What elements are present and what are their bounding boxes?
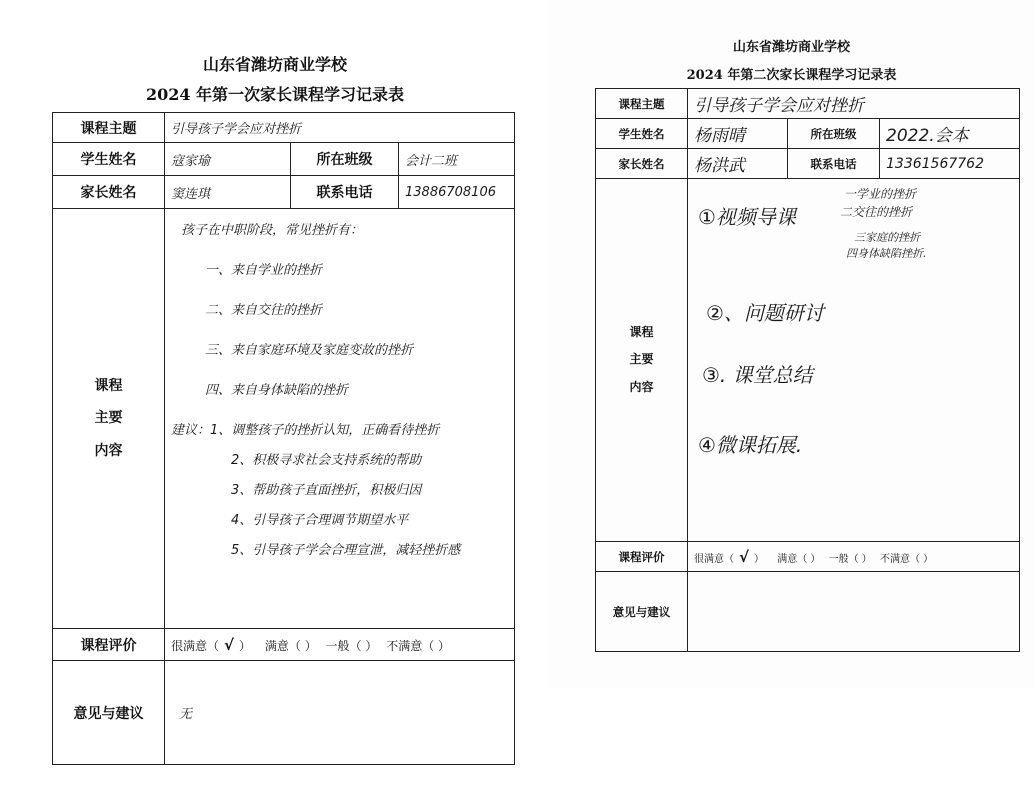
content-line: 2、积极寻求社会支持系统的帮助: [231, 453, 422, 468]
evaluation-label: 课程评价: [596, 542, 688, 572]
content-label-line: 主要: [629, 352, 654, 367]
class-label: 所在班级: [788, 119, 880, 149]
suggestion-value: [688, 572, 1020, 652]
form-title: 2024 年第二次家长课程学习记录表: [686, 68, 897, 83]
option-very-satisfied: [171, 635, 256, 654]
content-item-video: ①视频导课: [698, 205, 796, 229]
content-item-summary: ③. 课堂总结: [702, 363, 813, 387]
suggestion-label: 意见与建议: [596, 572, 688, 652]
school-name: 山东省潍坊商业学校: [732, 40, 850, 55]
option-ok: 一般（ ）: [325, 638, 378, 653]
parent-label: 家长姓名: [596, 149, 688, 179]
content-line: 三、来自家庭环境及家庭变故的挫折: [205, 343, 414, 358]
form-title: 2024 年第一次家长课程学习记录表: [145, 85, 405, 104]
phone-label: 联系电话: [788, 149, 880, 179]
parent-value: 窦连琪: [165, 176, 291, 209]
student-value: 寇家瑜: [165, 143, 291, 176]
topic-label: 课程主题: [53, 113, 165, 143]
suggestion-label: 意见与建议: [53, 661, 165, 765]
content-line: 4、引导孩子合理调节期望水平: [231, 513, 409, 528]
topic-value: 引导孩子学会应对挫折: [688, 89, 1020, 119]
content-label: [53, 209, 165, 629]
content-label-line: 课程: [629, 324, 654, 339]
content-label-line: 内容: [94, 442, 123, 459]
class-value: 2022.会本: [880, 119, 1020, 149]
school-name: 山东省潍坊商业学校: [202, 55, 347, 74]
option-close: ）: [239, 638, 252, 653]
evaluation-options: [688, 542, 1020, 572]
suggestion-value: 无: [165, 661, 515, 765]
option-unsatisfied: 不满意（ ）: [879, 553, 934, 565]
content-line: 二、来自交往的挫折: [205, 303, 323, 318]
content-note: 三家庭的挫折: [854, 231, 920, 244]
content-line: 孩子在中职阶段，常见挫折有：: [181, 223, 364, 238]
option-label: 很满意（: [694, 553, 734, 565]
content-label: [596, 179, 688, 542]
student-label: 学生姓名: [596, 119, 688, 149]
parent-label: 家长姓名: [53, 176, 165, 209]
record-table: [52, 112, 515, 765]
record-sheet-second: [548, 0, 1035, 688]
phone-value: 13361567762: [880, 149, 1020, 179]
topic-label: 课程主题: [596, 89, 688, 119]
student-value: 杨雨晴: [688, 119, 788, 149]
content-note: 四身体缺陷挫折.: [846, 247, 927, 260]
content-line: 四、来自身体缺陷的挫折: [205, 383, 349, 398]
student-label: 学生姓名: [53, 143, 165, 176]
option-satisfied: 满意（ ）: [777, 553, 821, 565]
content-line: 5、引导孩子学会合理宣泄，减轻挫折感: [231, 543, 461, 558]
phone-value: 13886708106: [399, 176, 515, 209]
checkmark-icon: √: [224, 635, 235, 654]
content-note: 二交往的挫折: [840, 205, 913, 219]
content-value: [688, 179, 1020, 542]
content-value: [165, 209, 515, 629]
content-label-line: 内容: [629, 379, 654, 394]
content-line: 3、帮助孩子直面挫折，积极归因: [231, 483, 422, 498]
option-satisfied: 满意（ ）: [264, 638, 317, 653]
option-close: ）: [754, 553, 765, 565]
phone-label: 联系电话: [291, 176, 399, 209]
class-label: 所在班级: [291, 143, 399, 176]
option-label: 很满意（: [171, 638, 220, 653]
content-note: 一学业的挫折: [844, 187, 917, 201]
content-item-discussion: ②、问题研讨: [706, 301, 824, 325]
record-table: [595, 88, 1020, 652]
option-ok: 一般（ ）: [828, 553, 872, 565]
option-very-satisfied: [694, 547, 769, 566]
content-label-line: 主要: [94, 410, 123, 427]
checkmark-icon: √: [739, 547, 750, 566]
content-line: 一、来自学业的挫折: [205, 263, 323, 278]
parent-value: 杨洪武: [688, 149, 788, 179]
option-unsatisfied: 不满意（ ）: [386, 638, 451, 653]
content-label-line: 课程: [94, 378, 123, 395]
topic-value: 引导孩子学会应对挫折: [165, 113, 515, 143]
evaluation-label: 课程评价: [53, 629, 165, 661]
content-line: 建议：1、调整孩子的挫折认知，正确看待挫折: [171, 423, 440, 438]
content-item-microcourse: ④微课拓展.: [698, 433, 803, 457]
evaluation-options: [165, 629, 515, 661]
class-value: 会计二班: [399, 143, 515, 176]
